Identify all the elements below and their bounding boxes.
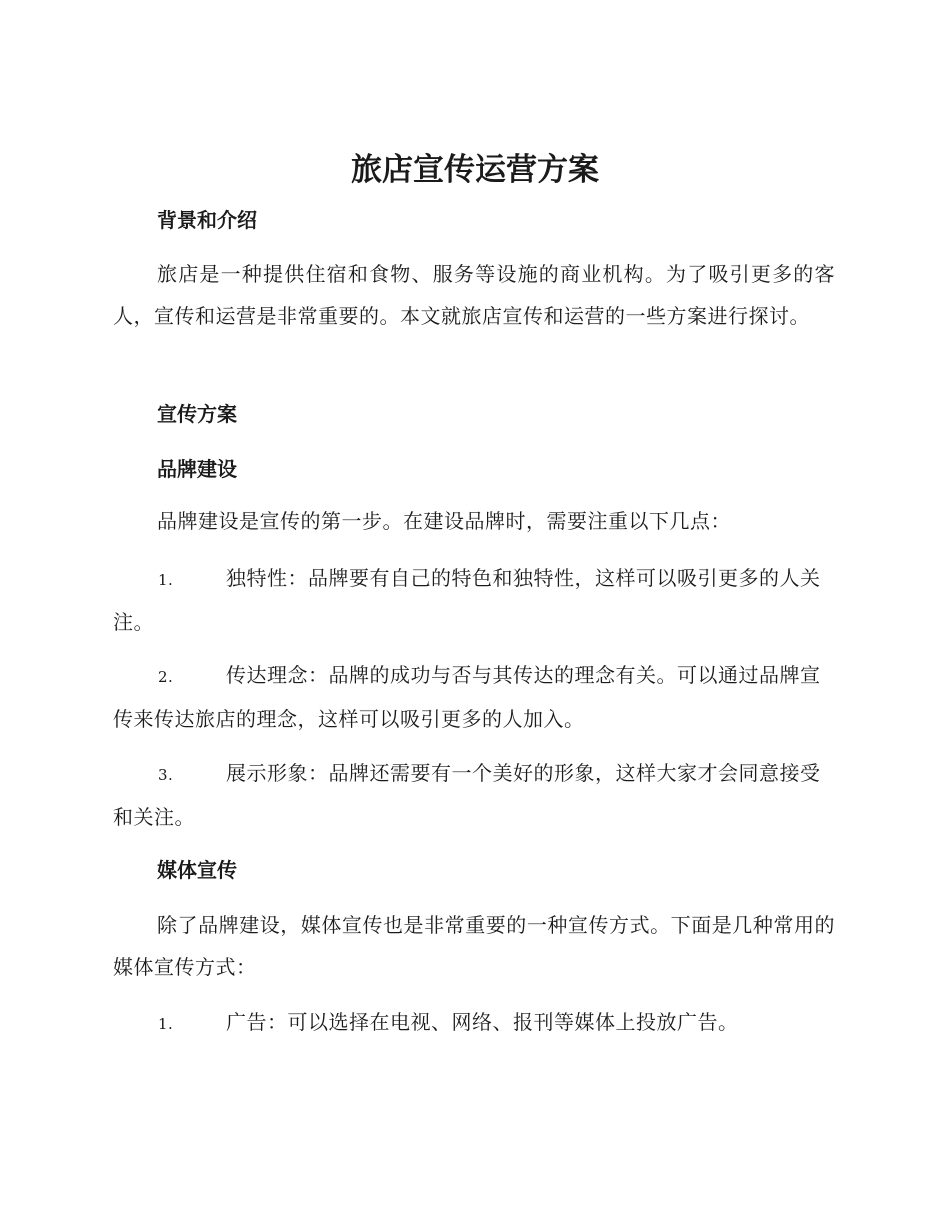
document-title: 旅店宣传运营方案 xyxy=(351,152,599,188)
list-item xyxy=(113,1001,835,1045)
list-number: 1. xyxy=(158,1015,174,1033)
list-item xyxy=(113,557,835,643)
list-number: 1. xyxy=(158,571,174,589)
list-item-text: 展示形象：品牌还需要有一个美好的形象，这样大家才会同意接受和关注。 xyxy=(113,761,821,829)
section-heading-brand: 品牌建设 xyxy=(157,457,237,481)
section-heading-media: 媒体宣传 xyxy=(157,858,237,882)
paragraph-media-intro: 除了品牌建设，媒体宣传也是非常重要的一种宣传方式。下面是几种常用的媒体宣传方式： xyxy=(113,913,835,979)
list-item xyxy=(113,752,835,838)
section-heading-background: 背景和介绍 xyxy=(157,208,257,232)
list-number: 3. xyxy=(158,766,174,784)
list-number: 2. xyxy=(158,668,174,686)
section-heading-promotion: 宣传方案 xyxy=(157,402,237,426)
list-item-text: 独特性：品牌要有自己的特色和独特性，这样可以吸引更多的人关注。 xyxy=(113,566,821,634)
list-item-text: 传达理念：品牌的成功与否与其传达的理念有关。可以通过品牌宣传来传达旅店的理念，这样可以吸引更多的人加入。 xyxy=(113,663,821,731)
paragraph-brand-intro: 品牌建设是宣传的第一步。在建设品牌时，需要注重以下几点： xyxy=(157,509,731,533)
paragraph-background: 旅店是一种提供住宿和食物、服务等设施的商业机构。为了吸引更多的客人，宣传和运营是非常重要的。本文就旅店宣传和运营的一些方案进行探讨。 xyxy=(113,262,835,328)
list-item xyxy=(113,654,835,740)
list-item-text: 广告：可以选择在电视、网络、报刊等媒体上投放广告。 xyxy=(226,1010,739,1034)
